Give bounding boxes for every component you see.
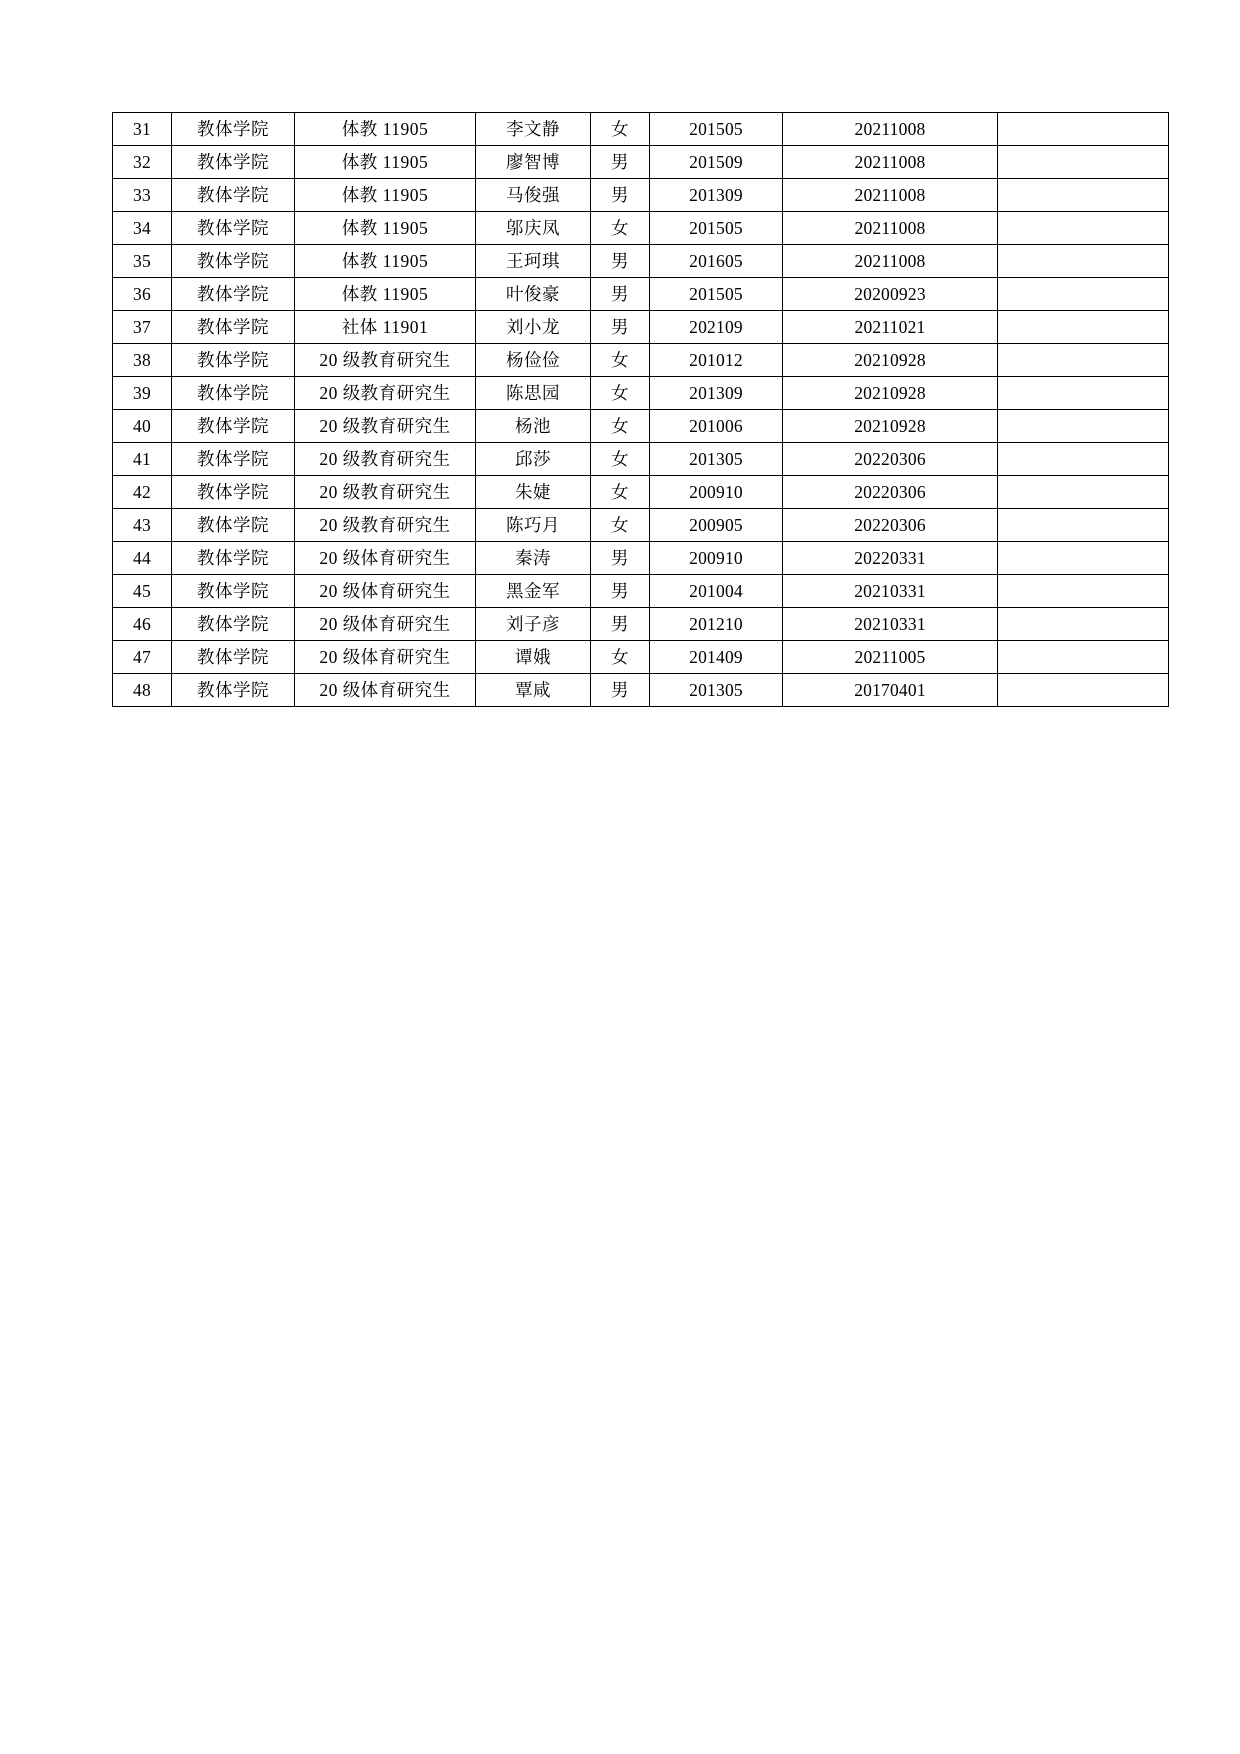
cell-sex: 女 — [591, 443, 650, 476]
cell-date: 20211008 — [783, 113, 998, 146]
cell-number: 201409 — [650, 641, 783, 674]
cell-sex: 女 — [591, 476, 650, 509]
cell-index: 45 — [113, 575, 172, 608]
cell-index: 40 — [113, 410, 172, 443]
cell-name: 杨俭俭 — [476, 344, 591, 377]
cell-number: 201309 — [650, 377, 783, 410]
cell-dept: 教体学院 — [172, 344, 295, 377]
cell-class: 20 级体育研究生 — [295, 641, 476, 674]
table-row — [113, 674, 1169, 707]
cell-number: 201309 — [650, 179, 783, 212]
cell-name: 马俊强 — [476, 179, 591, 212]
cell-note — [998, 410, 1169, 443]
cell-name: 陈巧月 — [476, 509, 591, 542]
cell-index: 35 — [113, 245, 172, 278]
table-row — [113, 113, 1169, 146]
cell-number: 201305 — [650, 443, 783, 476]
cell-number: 201004 — [650, 575, 783, 608]
cell-number: 201505 — [650, 278, 783, 311]
cell-name: 谭娥 — [476, 641, 591, 674]
cell-number: 201505 — [650, 113, 783, 146]
table-row — [113, 311, 1169, 344]
cell-note — [998, 674, 1169, 707]
cell-class: 20 级体育研究生 — [295, 608, 476, 641]
cell-date: 20211008 — [783, 146, 998, 179]
cell-index: 43 — [113, 509, 172, 542]
cell-dept: 教体学院 — [172, 443, 295, 476]
table-row — [113, 146, 1169, 179]
cell-dept: 教体学院 — [172, 542, 295, 575]
cell-note — [998, 179, 1169, 212]
cell-index: 38 — [113, 344, 172, 377]
cell-sex: 男 — [591, 542, 650, 575]
cell-date: 20211008 — [783, 245, 998, 278]
cell-date: 20210331 — [783, 575, 998, 608]
cell-sex: 女 — [591, 509, 650, 542]
cell-date: 20170401 — [783, 674, 998, 707]
cell-note — [998, 212, 1169, 245]
cell-number: 200910 — [650, 542, 783, 575]
table-row — [113, 476, 1169, 509]
cell-note — [998, 608, 1169, 641]
table-row — [113, 179, 1169, 212]
cell-class: 20 级教育研究生 — [295, 410, 476, 443]
cell-index: 32 — [113, 146, 172, 179]
cell-class: 20 级教育研究生 — [295, 377, 476, 410]
cell-note — [998, 344, 1169, 377]
cell-name: 邬庆凤 — [476, 212, 591, 245]
cell-sex: 男 — [591, 311, 650, 344]
cell-dept: 教体学院 — [172, 311, 295, 344]
table-row — [113, 212, 1169, 245]
cell-note — [998, 443, 1169, 476]
cell-date: 20210928 — [783, 410, 998, 443]
cell-date: 20211005 — [783, 641, 998, 674]
cell-number: 201006 — [650, 410, 783, 443]
cell-dept: 教体学院 — [172, 575, 295, 608]
cell-number: 202109 — [650, 311, 783, 344]
table-row — [113, 641, 1169, 674]
cell-sex: 男 — [591, 278, 650, 311]
cell-index: 42 — [113, 476, 172, 509]
cell-date: 20210928 — [783, 344, 998, 377]
cell-index: 34 — [113, 212, 172, 245]
cell-dept: 教体学院 — [172, 476, 295, 509]
cell-index: 39 — [113, 377, 172, 410]
cell-note — [998, 113, 1169, 146]
cell-note — [998, 245, 1169, 278]
cell-number: 200905 — [650, 509, 783, 542]
cell-index: 46 — [113, 608, 172, 641]
cell-index: 44 — [113, 542, 172, 575]
table-row — [113, 278, 1169, 311]
cell-note — [998, 641, 1169, 674]
cell-date: 20210331 — [783, 608, 998, 641]
cell-number: 201012 — [650, 344, 783, 377]
cell-date: 20220306 — [783, 509, 998, 542]
cell-index: 33 — [113, 179, 172, 212]
cell-date: 20211008 — [783, 179, 998, 212]
cell-sex: 女 — [591, 377, 650, 410]
cell-sex: 男 — [591, 575, 650, 608]
cell-number: 200910 — [650, 476, 783, 509]
cell-date: 20210928 — [783, 377, 998, 410]
cell-name: 刘小龙 — [476, 311, 591, 344]
cell-name: 邱莎 — [476, 443, 591, 476]
cell-number: 201210 — [650, 608, 783, 641]
cell-sex: 女 — [591, 113, 650, 146]
table-row — [113, 443, 1169, 476]
cell-note — [998, 146, 1169, 179]
cell-class: 20 级教育研究生 — [295, 476, 476, 509]
cell-date: 20200923 — [783, 278, 998, 311]
cell-dept: 教体学院 — [172, 113, 295, 146]
cell-sex: 男 — [591, 674, 650, 707]
table-row — [113, 245, 1169, 278]
roster-table — [112, 112, 1169, 707]
cell-name: 陈思园 — [476, 377, 591, 410]
cell-index: 37 — [113, 311, 172, 344]
table-row — [113, 608, 1169, 641]
table-row — [113, 344, 1169, 377]
cell-name: 朱婕 — [476, 476, 591, 509]
cell-name: 刘子彦 — [476, 608, 591, 641]
cell-index: 36 — [113, 278, 172, 311]
cell-note — [998, 377, 1169, 410]
cell-dept: 教体学院 — [172, 146, 295, 179]
cell-class: 体教 11905 — [295, 146, 476, 179]
table-row — [113, 377, 1169, 410]
cell-name: 廖智博 — [476, 146, 591, 179]
cell-number: 201509 — [650, 146, 783, 179]
cell-dept: 教体学院 — [172, 674, 295, 707]
cell-sex: 男 — [591, 179, 650, 212]
cell-dept: 教体学院 — [172, 212, 295, 245]
cell-note — [998, 575, 1169, 608]
cell-name: 李文静 — [476, 113, 591, 146]
cell-sex: 女 — [591, 212, 650, 245]
cell-number: 201605 — [650, 245, 783, 278]
cell-class: 体教 11905 — [295, 113, 476, 146]
cell-dept: 教体学院 — [172, 410, 295, 443]
cell-index: 31 — [113, 113, 172, 146]
cell-dept: 教体学院 — [172, 377, 295, 410]
cell-class: 20 级体育研究生 — [295, 575, 476, 608]
cell-dept: 教体学院 — [172, 641, 295, 674]
cell-date: 20220306 — [783, 476, 998, 509]
cell-class: 20 级教育研究生 — [295, 443, 476, 476]
cell-index: 48 — [113, 674, 172, 707]
cell-dept: 教体学院 — [172, 608, 295, 641]
cell-name: 覃咸 — [476, 674, 591, 707]
cell-name: 叶俊豪 — [476, 278, 591, 311]
table-row — [113, 542, 1169, 575]
cell-class: 20 级教育研究生 — [295, 509, 476, 542]
cell-index: 47 — [113, 641, 172, 674]
cell-class: 体教 11905 — [295, 245, 476, 278]
cell-note — [998, 311, 1169, 344]
cell-date: 20211021 — [783, 311, 998, 344]
cell-name: 秦涛 — [476, 542, 591, 575]
cell-index: 41 — [113, 443, 172, 476]
table-row — [113, 509, 1169, 542]
cell-sex: 男 — [591, 146, 650, 179]
cell-note — [998, 476, 1169, 509]
cell-note — [998, 278, 1169, 311]
cell-sex: 女 — [591, 641, 650, 674]
table-row — [113, 410, 1169, 443]
cell-class: 体教 11905 — [295, 212, 476, 245]
cell-note — [998, 542, 1169, 575]
cell-class: 体教 11905 — [295, 179, 476, 212]
cell-sex: 男 — [591, 608, 650, 641]
cell-number: 201305 — [650, 674, 783, 707]
cell-sex: 男 — [591, 245, 650, 278]
roster-table-body — [113, 113, 1169, 707]
cell-class: 20 级体育研究生 — [295, 674, 476, 707]
cell-dept: 教体学院 — [172, 278, 295, 311]
cell-class: 20 级体育研究生 — [295, 542, 476, 575]
cell-class: 20 级教育研究生 — [295, 344, 476, 377]
cell-sex: 女 — [591, 344, 650, 377]
roster-table-container — [112, 112, 1128, 707]
cell-name: 黑金军 — [476, 575, 591, 608]
cell-date: 20220306 — [783, 443, 998, 476]
cell-name: 杨池 — [476, 410, 591, 443]
cell-name: 王珂琪 — [476, 245, 591, 278]
cell-class: 体教 11905 — [295, 278, 476, 311]
cell-note — [998, 509, 1169, 542]
cell-date: 20220331 — [783, 542, 998, 575]
cell-dept: 教体学院 — [172, 179, 295, 212]
cell-sex: 女 — [591, 410, 650, 443]
cell-number: 201505 — [650, 212, 783, 245]
cell-class: 社体 11901 — [295, 311, 476, 344]
cell-dept: 教体学院 — [172, 509, 295, 542]
cell-dept: 教体学院 — [172, 245, 295, 278]
table-row — [113, 575, 1169, 608]
cell-date: 20211008 — [783, 212, 998, 245]
